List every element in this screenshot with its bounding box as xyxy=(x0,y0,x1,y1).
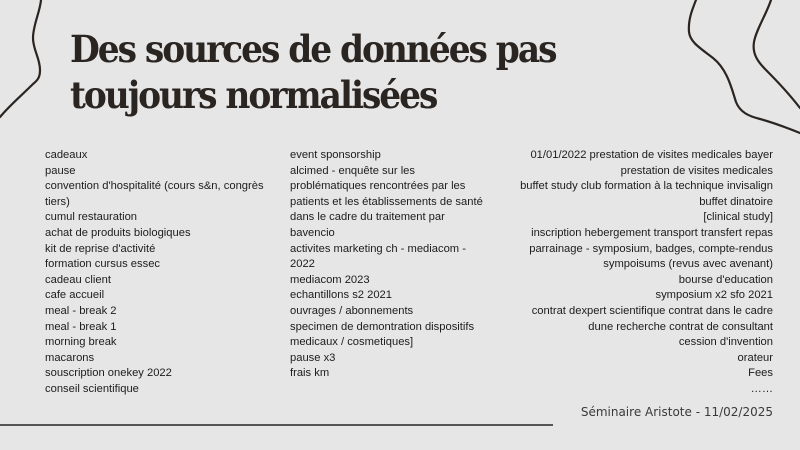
middle-column-list xyxy=(290,148,505,382)
list-item: kit de reprise d'activité xyxy=(45,242,156,255)
list-item: ouvrages / abonnements xyxy=(290,304,414,317)
footer-divider xyxy=(0,424,553,426)
left-column-list xyxy=(45,148,285,398)
list-item: souscription onekey 2022 xyxy=(45,367,172,380)
list-item: problématiques rencontrées par les xyxy=(290,180,466,193)
list-item: cession d'invention xyxy=(678,336,773,349)
list-item: patients et les établissements de santé xyxy=(290,195,483,208)
list-item: cafe accueil xyxy=(45,289,105,302)
list-item: echantillons s2 2021 xyxy=(290,289,393,302)
list-item: buffet dinatoire xyxy=(699,195,773,208)
list-item: meal - break 2 xyxy=(45,304,117,317)
list-item: dune recherche contrat de consultant xyxy=(588,320,773,333)
left-curve-decoration xyxy=(0,0,41,117)
title-line-1: Des sources de données pas xyxy=(70,27,556,71)
list-item: Fees xyxy=(748,367,773,380)
list-item: tiers) xyxy=(45,195,70,208)
list-item: parrainage - symposium, badges, compte-rendus xyxy=(529,242,773,255)
list-item: alcimed - enquête sur les xyxy=(290,164,415,177)
list-item: buffet study club formation à la technique invisalign xyxy=(520,180,773,193)
list-item: inscription hebergement transport transfert repas xyxy=(531,226,773,239)
list-item: cadeaux xyxy=(45,149,88,161)
list-item: pause xyxy=(45,164,76,177)
list-item: bourse d'education xyxy=(678,273,773,286)
right-column-list xyxy=(483,148,773,398)
right-curve-decoration-inner xyxy=(754,0,800,108)
list-item: meal - break 1 xyxy=(45,320,117,333)
list-item: formation cursus essec xyxy=(45,258,161,271)
list-item: convention d'hospitalité (cours s&n, congrès xyxy=(45,180,264,193)
list-item: specimen de demontration dispositifs xyxy=(290,320,475,333)
list-item: [clinical study] xyxy=(703,211,773,224)
list-item: macarons xyxy=(45,351,95,364)
list-item: cumul restauration xyxy=(45,211,138,224)
list-item: symposium x2 sfo 2021 xyxy=(655,289,773,302)
list-item: medicaux / cosmetiques] xyxy=(290,336,414,349)
list-item: morning break xyxy=(45,336,117,349)
list-item: contrat dexpert scientifique contrat dans le cadre xyxy=(531,304,773,317)
list-item: activites marketing ch - mediacom - xyxy=(290,242,466,255)
list-item: dans le cadre du traitement par xyxy=(290,211,445,224)
list-item: cadeau client xyxy=(45,273,111,286)
list-item: sympoisums (revus avec avenant) xyxy=(603,258,773,271)
list-item: frais km xyxy=(290,367,330,380)
footer-caption: Séminaire Aristote - 11/02/2025 xyxy=(580,405,773,419)
list-item: 2022 xyxy=(290,258,315,271)
list-item: achat de produits biologiques xyxy=(45,226,191,239)
list-item: bavencio xyxy=(290,226,335,239)
right-curve-decoration-outer xyxy=(689,0,800,133)
list-item: 01/01/2022 prestation de visites medicales bayer xyxy=(530,149,773,161)
list-item: conseil scientifique xyxy=(45,382,139,395)
list-item: …… xyxy=(750,382,773,395)
slide-title xyxy=(70,26,555,118)
list-item: event sponsorship xyxy=(290,149,381,161)
list-item: orateur xyxy=(737,351,773,364)
list-item: prestation de visites medicales xyxy=(620,164,773,177)
title-line-2: toujours normalisées xyxy=(70,73,437,117)
list-item: mediacom 2023 xyxy=(290,273,370,286)
list-item: pause x3 xyxy=(290,351,336,364)
